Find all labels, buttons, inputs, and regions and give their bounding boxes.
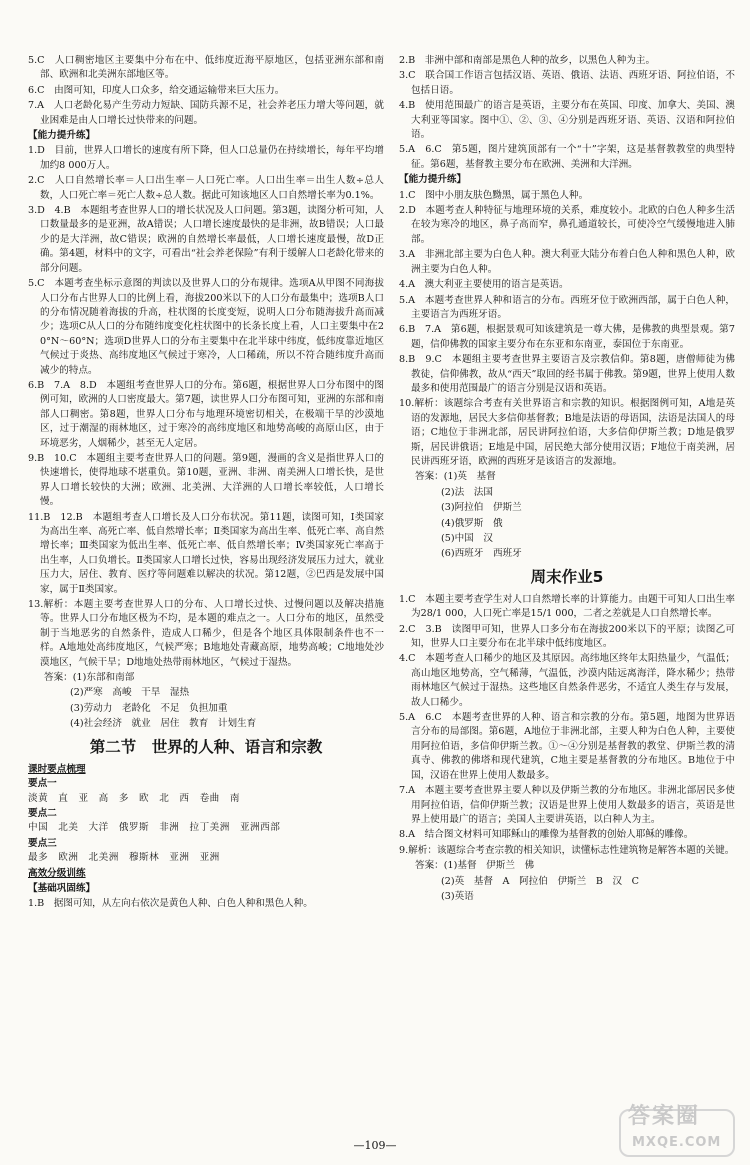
answer-line: (4)社会经济 就业 居住 教育 计划生育 <box>70 718 257 730</box>
keyword-line: 中国 北美 大洋 俄罗斯 非洲 拉丁美洲 亚洲西部 <box>28 822 281 834</box>
watermark <box>618 1104 736 1158</box>
right-column <box>399 54 735 905</box>
answer-paragraph: 6.B 7.A 8.D 本题组考查世界人口的分布。第6题，根据世界人口分布图中的图例可知，欧洲的人口密度最大。第7题，读世界人口分布图可知，亚洲的东部和南部人口稠密。第8题，世界人口分布与地理环境密切相关，在极端干旱的沙漠地区，过于潮湿的雨林地区，过于寒冷的高纬度地区和地势高峻的高原山区，由于环境恶劣，人烟稀少，甚至无人定居。 <box>28 379 384 449</box>
answer-paragraph: 4.A 澳大利亚主要使用的语言是英语。 <box>399 279 569 291</box>
answer-paragraph: 3.C 联合国工作语言包括汉语、英语、俄语、法语、西班牙语、阿拉伯语，不包括日语。 <box>399 70 735 96</box>
exercise-heading: 【能力提升练】 <box>399 174 467 186</box>
answer-paragraph: 2.C 3.B 读图甲可知，世界人口多分布在海拔200米以下的平原；读图乙可知，世界人口主要分布在北半球中低纬度地区。 <box>399 623 735 650</box>
answer-paragraph: 5.C 人口稠密地区主要集中分布在中、低纬度近海平原地区，包括亚洲东部和南部、欧洲和北美洲东部地区等。 <box>28 55 384 81</box>
answer-paragraph: 7.A 人口老龄化易产生劳动力短缺、国防兵源不足，社会养老压力增大等问题，就业困难是由人口增长过快带来的问题。 <box>28 100 384 126</box>
answer-paragraph: 1.C 本题主要考查学生对人口自然增长率的计算能力。由题干可知人口出生率为28/1 000，人口死亡率是15/1 000，二者之差就是人口自然增长率。 <box>399 593 735 620</box>
answer-paragraph: 2.C 人口自然增长率＝人口出生率－人口死亡率。人口出生率＝出生人数÷总人数，人口死亡率＝死亡人数÷总人数。据此可知该地区人口自然增长率为0.1%。 <box>28 175 384 201</box>
answer-paragraph: 2.D 本题考查人种特征与地理环境的关系，难度较小。北欧的白色人种多生活在较为寒冷的地区，鼻子高而窄，鼻孔通道较长，可使冷空气缓慢地进入肺部。 <box>399 205 735 245</box>
answer-line: (2)法 法国 <box>441 486 493 498</box>
answer-line: (3)阿拉伯 伊斯兰 <box>441 502 522 514</box>
keyword-line: 淡黄 直 亚 高 多 欧 北 西 卷曲 南 <box>28 792 240 804</box>
answer-paragraph: 8.B 9.C 本题组主要考查世界主要语言及宗教信仰。第8题，唐僧师徒为佛教徒，信仰佛教，故从“西天”取回的经书属于佛教。第9题，世界上使用人数最多和使用范围最广的语言分别是汉语和英语。 <box>399 354 735 394</box>
answer-line: (6)西班牙 西班牙 <box>441 548 522 560</box>
watermark-site: MXQE.COM <box>632 1135 722 1150</box>
answer-paragraph: 13.解析：本题主要考查世界人口的分布、人口增长过快、过慢问题以及解决措施等。世界人口分布地区极为不均，是本题的难点之一。人口分布的地区，虽然受制于当地恶劣的自然条件，造成人口稀少，但是各个地区具体限制条件也不一样。A地地处高纬度地区，气候严寒；B地地处青藏高原，地势高峻；C地地处沙漠地区，气候干旱；D地地处热带雨林地区，气候过于湿热。 <box>28 599 384 668</box>
answer-line: (3)英语 <box>441 890 474 902</box>
subheading: 课时要点梳理 <box>28 763 86 775</box>
section-title: 周末作业5 <box>530 567 604 586</box>
subheading: 高效分级训练 <box>28 867 86 879</box>
answer-paragraph: 11.B 12.B 本题组考查人口增长及人口分布状况。第11题，读图可知，Ⅰ类国家为高出生率、高死亡率、低自然增长率；Ⅱ类国家为高出生率、低死亡率、高自然增长率；Ⅲ类国家为低出生率、低死亡率、低自然增长率；Ⅳ类国家死亡率高于出生率，人口负增长。Ⅱ类国家人口增长过快，容易出现经济发展压力过大，就业压力大，居住、教育、医疗等问题难以解决的状况。第12题，②巴西是发展中国家，属于Ⅱ类国家。 <box>28 511 384 595</box>
answer-paragraph: 3.A 非洲北部主要为白色人种。澳大利亚大陆分布着白色人种和黑色人种，欧洲主要为白色人种。 <box>399 249 735 275</box>
answer-line: (2)英 基督 A 阿拉伯 伊斯兰 B 汉 C <box>441 875 640 887</box>
answer-line: 答案：(1)基督 伊斯兰 佛 <box>415 860 535 872</box>
answer-line: (5)中国 汉 <box>441 533 493 544</box>
answer-paragraph: 2.B 非洲中部和南部是黑色人种的故乡，以黑色人种为主。 <box>399 55 656 66</box>
page-number: —109— <box>353 1139 397 1152</box>
answer-paragraph: 9.解析：该题综合考查宗教的相关知识，读懂标志性建筑物是解答本题的关键。 <box>399 844 735 856</box>
answer-paragraph: 1.D 目前，世界人口增长的速度有所下降，但人口总量仍在持续增长，每年平均增加约8 000万人。 <box>28 145 384 171</box>
subheading: 要点一 <box>28 778 57 790</box>
subheading: 要点三 <box>28 837 57 849</box>
answer-line: (2)严寒 高峻 干旱 湿热 <box>70 687 190 699</box>
subheading: 要点二 <box>28 807 57 819</box>
exercise-heading: 【能力提升练】 <box>28 130 96 142</box>
answer-line: 答案：(1)英 基督 <box>415 471 496 483</box>
answer-line: (3)劳动力 老龄化 不足 负担加重 <box>70 702 228 714</box>
answer-paragraph: 8.A 结合图文材料可知耶稣山的雕像为基督教的创始人耶稣的雕像。 <box>399 829 694 841</box>
answer-paragraph: 3.D 4.B 本题组考查世界人口的增长状况及人口问题。第3题，读图分析可知，人口数量最多的是亚洲，故A错误；人口增长速度最快的是非洲，故B错误；人口最少的是大洋洲，故C错误；欧洲的自然增长率最低，人口增长速度最慢，故D正确。第4题，材料中的文字，可看出“社会养老保险”有利于缓解人口老龄化带来的部分问题。 <box>28 205 384 274</box>
answer-paragraph: 4.B 使用范围最广的语言是英语，主要分布在英国、印度、加拿大、美国、澳大利亚等国家。图中①、②、③、④分别是西班牙语、英语、汉语和阿拉伯语。 <box>399 100 735 141</box>
answer-paragraph: 9.B 10.C 本题组主要考查世界人口的问题。第9题，漫画的含义是指世界人口的快速增长，使得地球不堪重负。第10题，亚洲、非洲、南美洲人口增长快，是世界人口增长较快的大洲；欧洲、北美洲、大洋洲的人口增长率较低，人口增长慢。 <box>28 452 384 508</box>
answer-line: 答案：(1)东部和南部 <box>44 672 135 684</box>
answer-line: (4)俄罗斯 俄 <box>441 517 503 529</box>
exercise-heading: 【基础巩固练】 <box>28 882 96 894</box>
answer-paragraph: 7.A 本题主要考查世界主要人种以及伊斯兰教的分布地区。非洲北部居民多使用阿拉伯语，信仰伊斯兰教；汉语是世界上使用人数最多的语言，英语是世界上使用最广的语言；美国人主要讲英语，以白种人为主。 <box>399 785 735 825</box>
answer-paragraph: 5.A 本题考查世界人种和语言的分布。西班牙位于欧洲西部，属于白色人种，主要语言为西班牙语。 <box>399 294 735 320</box>
left-column <box>28 54 384 913</box>
answer-paragraph: 1.B 据图可知，从左向右依次是黄色人种、白色人种和黑色人种。 <box>28 898 313 910</box>
answer-paragraph: 4.C 本题考查人口稀少的地区及其原因。高纬地区终年太阳热量少，气温低；高山地区地势高，空气稀薄，气温低，沙漠内陆远离海洋，降水稀少；热带雨林地区气候过于湿热。这些地区自然条件恶劣，不适宜人类生存与发展，故人口稀少。 <box>399 653 735 708</box>
answer-paragraph: 5.A 6.C 第5题，图片建筑顶部有一个“十”字架，这是基督教教堂的典型特征。第6题，基督教主要分布在欧洲、美洲和大洋洲。 <box>399 144 735 170</box>
answer-paragraph: 6.B 7.A 第6题，根据景观可知该建筑是一尊大佛，是佛教的典型景观。第7题，信仰佛教的国家主要分布在东亚和东南亚，泰国位于东南亚。 <box>399 324 735 350</box>
watermark-text: 答案圈 <box>628 1104 701 1129</box>
answer-paragraph: 1.C 图中小朋友肤色黝黑，属于黑色人种。 <box>399 189 589 201</box>
answer-paragraph: 6.C 由图可知，印度人口众多，给交通运输带来巨大压力。 <box>28 84 285 96</box>
answer-paragraph: 5.C 本题考查坐标示意图的判读以及世界人口的分布规律。选项A从甲图不同海拔人口分布占世界人口的比例上看，海拔200米以下的人口分布最集中；选项B人口的分布情况随着海拔的升高，柱状图的长度变短，说明人口分布随海拔升高而减少；选项C从人口的分布随纬度变化柱状图中的长条长度上看，人口主要集中在20°N～60°N；选项D世界人口的分布主要集中在北半球中纬度，低纬度靠近地区气候过于炎热、高纬度地区气候过于寒冷，人口稀疏，所以不符合随纬度升高而减少的特点。 <box>28 278 384 376</box>
answer-paragraph: 10.解析：该题综合考查有关世界语言和宗教的知识。根据图例可知，A地是英语的发源地，居民大多信仰基督教；B地是法语的母语国，法语是法国人的母语；C地位于非洲北部，居民讲阿拉伯语，大多信仰伊斯兰教；D地是俄罗斯，居民讲俄语；E地是中国，居民绝大部分使用汉语；F地位于南美洲，居民讲西班牙语，欧洲的西班牙是该语言的发源地。 <box>399 398 735 467</box>
keyword-line: 最多 欧洲 北美洲 穆斯林 亚洲 亚洲 <box>28 852 220 864</box>
section-title: 第二节 世界的人种、语言和宗教 <box>89 737 323 756</box>
answer-paragraph: 5.A 6.C 本题考查世界的人种、语言和宗教的分布。第5题，地图为世界语言分布的局部图。第6题，A地位于非洲北部，主要人种为白色人种，主要使用阿拉伯语，多信仰伊斯兰教。①～④分别是基督教的教堂、伊斯兰教的清真寺、佛教的佛塔和现代建筑，C地主要是基督教的分布地区。B地位于中国，汉语在世界上使用人数最多。 <box>399 712 735 781</box>
